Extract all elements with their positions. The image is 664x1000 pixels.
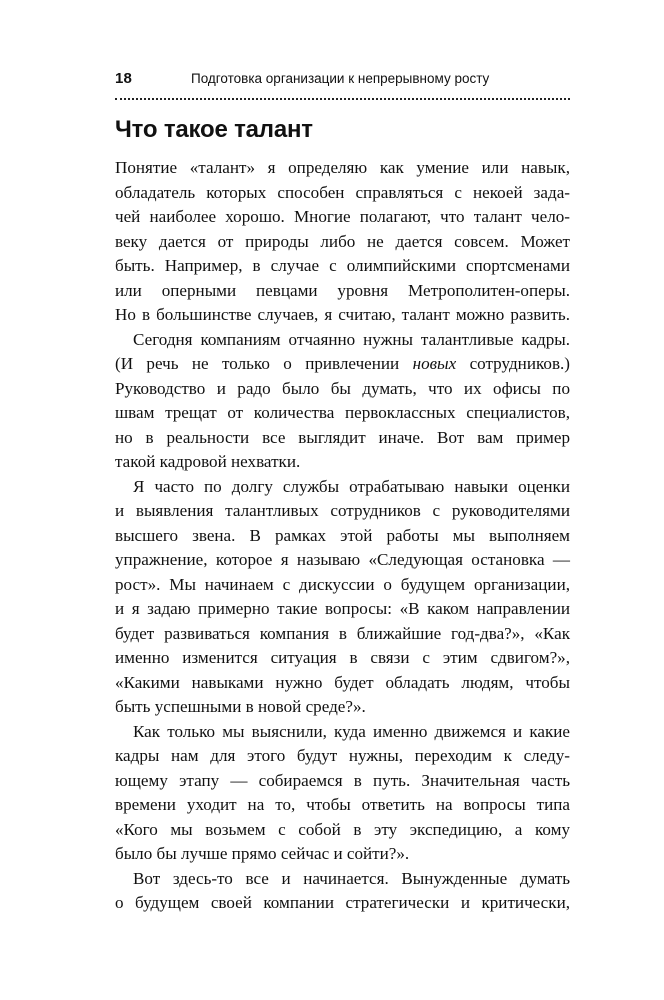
text-line: веку дается от природы либо не дается совсем. Может [115,231,570,251]
text-line-with-emphasis [115,352,570,377]
text-line: Как только мы выяснили, куда именно движемся и какие [133,721,570,741]
text-line: Руководство и радо было бы думать, что их офисы по [115,378,570,398]
text-line: такой кадровой нехватки. [115,452,301,471]
paragraph [115,720,570,867]
text-line: «Кого мы возьмем с собой в эту экспедицию, а кому [115,819,570,839]
header-divider [115,98,570,100]
running-title: Подготовка организации к непрерывному росту [191,71,490,86]
text-line: обладатель которых способен справляться с некоей зада- [115,182,570,202]
text-line: рост». Мы начинаем с дискуссии о будущем организации, [115,574,570,594]
text-line: именно изменится ситуация в связи с этим сдвигом?», [115,648,570,667]
text-line: упражнение, которое я называю «Следующая остановка — [115,550,570,569]
text-line: высшего звена. В рамках этой работы мы выполняем [115,525,570,545]
paragraph [115,328,570,475]
text-line: «Какими навыками нужно будет обладать людям, чтобы [115,672,570,692]
text-line: Сегодня компаниям отчаянно нужны талантливые кадры. [133,329,570,349]
text-line: но в реальности все выглядит иначе. Вот вам пример [115,427,570,447]
text-line: быть успешными в новой среде?». [115,697,366,716]
body-text [115,156,570,916]
text-line: было бы лучше прямо сейчас и сойти?». [115,844,410,863]
text-line: Но в большинстве случаев, я считаю, талант можно развить. [115,305,570,324]
text-line: быть. Например, в случае с олимпийскими спортсменами [115,256,570,275]
text-line: и выявления талантливых сотрудников с руководителями [115,501,570,520]
running-header [115,70,570,94]
text-line: кадры нам для этого будут нужны, переходим к следу- [115,746,570,765]
text-line: о будущем своей компании стратегически и критически, [115,893,570,912]
paragraph [115,156,570,328]
text-line: или оперными певцами уровня Метрополитен-оперы. [115,280,570,300]
text-line: ющему этапу — собираемся в путь. Значительная часть [115,770,570,790]
text-line: Я часто по долгу службы отрабатываю навыки оценки [133,476,570,496]
text-segment: сотрудников.) [456,354,570,373]
text-line: чей наиболее хорошо. Многие полагают, что талант чело- [115,207,570,226]
section-title: Что такое талант [115,116,313,143]
emphasized-word: новых [412,354,457,373]
text-line: Понятие «талант» я определяю как умение или навык, [115,158,570,177]
text-line: и я задаю примерно такие вопросы: «В каком направлении [115,599,570,618]
text-line: времени уходит на то, чтобы ответить на вопросы типа [115,795,570,814]
text-segment: (И речь не только о привлечении [115,354,413,373]
text-line: будет развиваться компания в ближайшие год-два?», «Как [115,623,570,643]
paragraph [115,475,570,720]
text-line: швам трещат от количества первоклассных специалистов, [115,403,570,422]
text-line: Вот здесь-то все и начинается. Вынужденные думать [133,868,570,888]
paragraph [115,867,570,916]
page-number: 18 [115,70,133,87]
